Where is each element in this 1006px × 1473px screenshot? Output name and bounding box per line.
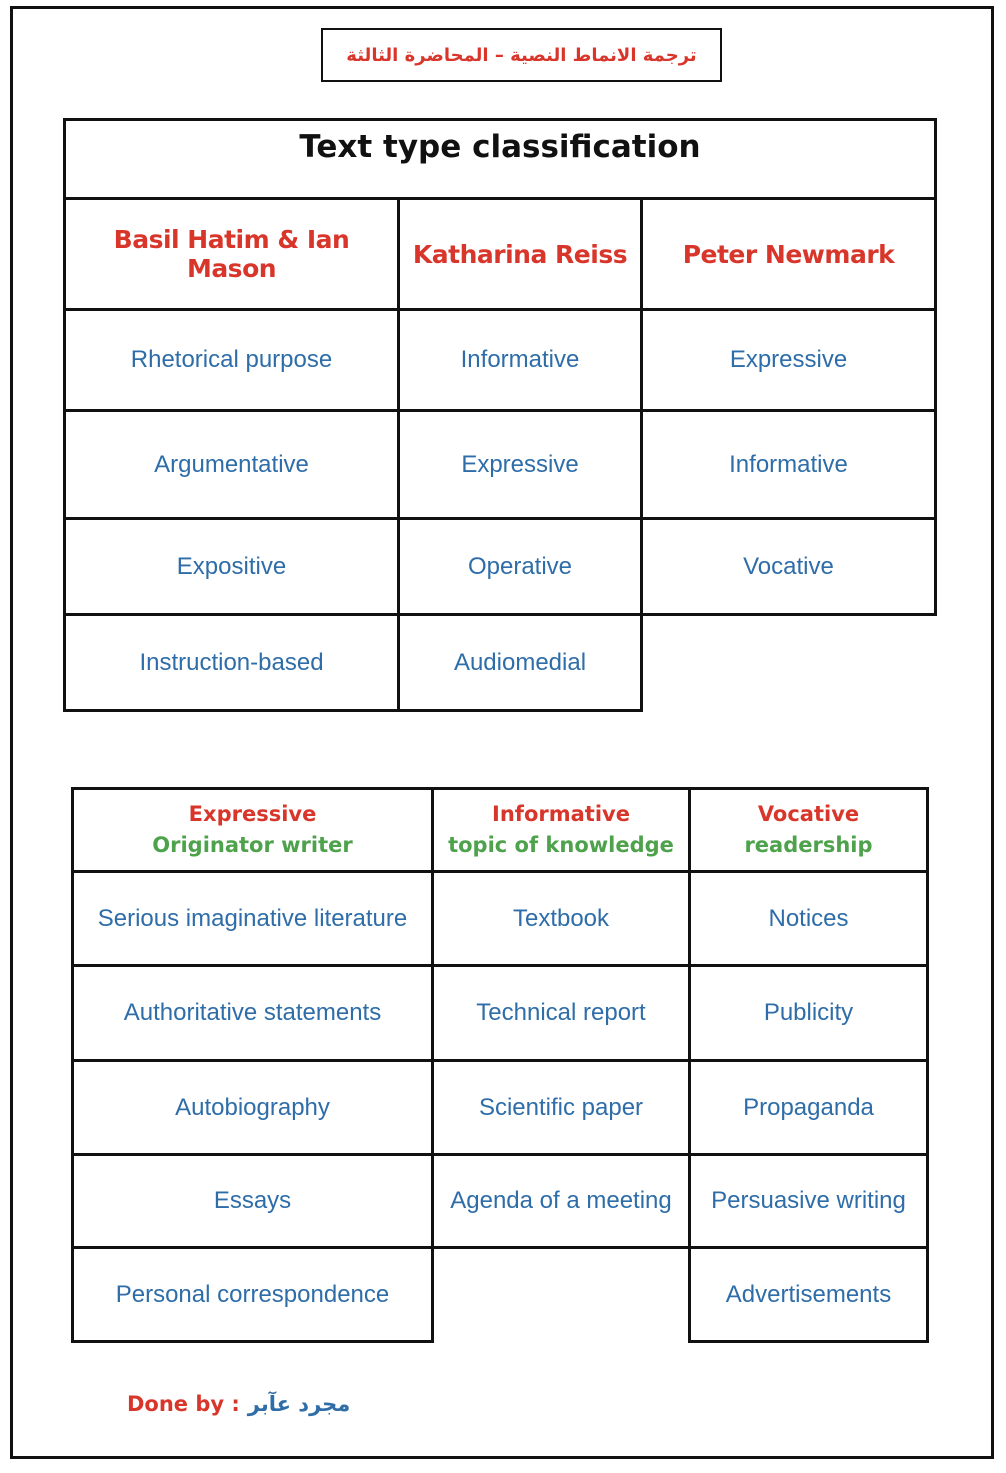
cell-text: Publicity bbox=[763, 999, 854, 1026]
cell-text: Propaganda bbox=[743, 1093, 874, 1121]
cell-text: Scientific paper bbox=[478, 1093, 644, 1121]
cell-text: Autobiography bbox=[175, 1093, 330, 1121]
table2-cell bbox=[688, 1153, 929, 1249]
header-type: Expressive bbox=[188, 802, 317, 826]
table2-cell bbox=[71, 870, 434, 967]
table2-cell bbox=[71, 964, 434, 1062]
cell-text: Essays bbox=[213, 1187, 292, 1214]
cell-text: Argumentative bbox=[154, 450, 309, 478]
cell-text: Informative bbox=[729, 450, 848, 478]
cell-text: Audiomedial bbox=[453, 648, 587, 676]
table1-cell bbox=[640, 409, 937, 520]
table1-header-hatim-mason bbox=[63, 197, 400, 311]
cell-text: Technical report bbox=[476, 999, 646, 1026]
table1-cell bbox=[397, 409, 643, 520]
table1-cell bbox=[63, 517, 400, 616]
table1-header-newmark bbox=[640, 197, 937, 311]
cell-text: Agenda of a meeting bbox=[450, 1187, 672, 1214]
table1-cell bbox=[397, 613, 643, 712]
table2-header-informative bbox=[431, 787, 691, 873]
header-label: Katharina Reiss bbox=[412, 239, 628, 269]
cell-text: Expressive bbox=[729, 346, 848, 373]
table2-cell bbox=[71, 1153, 434, 1249]
table2-cell bbox=[71, 1246, 434, 1343]
table2-cell bbox=[431, 1153, 691, 1249]
table2-cell bbox=[688, 1246, 929, 1343]
header-label: Basil Hatim & Ian Mason bbox=[113, 225, 350, 283]
cell-text: Rhetorical purpose bbox=[130, 346, 333, 373]
table1-cell bbox=[63, 613, 400, 712]
cell-text: Persuasive writing bbox=[711, 1187, 906, 1214]
table2-cell bbox=[688, 964, 929, 1062]
cell-text: Expositive bbox=[176, 552, 287, 580]
done-by-label: Done by : bbox=[127, 1392, 240, 1416]
cell-text: Operative bbox=[467, 552, 573, 580]
header-type: Informative bbox=[492, 802, 630, 826]
cell-text: Advertisements bbox=[725, 1280, 892, 1308]
lecture-title-box bbox=[321, 28, 722, 82]
header-focus: topic of knowledge bbox=[448, 833, 674, 857]
cell-text: Informative bbox=[460, 346, 580, 373]
table2-cell bbox=[688, 870, 929, 967]
table1-cell bbox=[397, 308, 643, 412]
table1-cell bbox=[397, 517, 643, 616]
cell-text: Instruction-based bbox=[139, 648, 324, 676]
cell-text: Notices bbox=[768, 904, 849, 932]
table2-cell bbox=[71, 1059, 434, 1156]
table1-cell bbox=[640, 517, 937, 616]
table1-header-reiss bbox=[397, 197, 643, 311]
cell-text: Authoritative statements bbox=[123, 999, 382, 1026]
table2-cell bbox=[431, 1059, 691, 1156]
cell-text: Personal correspondence bbox=[115, 1280, 390, 1308]
table2-cell bbox=[688, 1059, 929, 1156]
lecture-title: ترجمة الانماط النصية – المحاضرة الثالثة bbox=[346, 44, 697, 66]
table1-title: Text type classification bbox=[299, 129, 701, 165]
cell-text: Vocative bbox=[743, 552, 834, 580]
table1-cell bbox=[640, 308, 937, 412]
author-name: مجرد عآبر bbox=[247, 1392, 351, 1416]
table1-cell bbox=[63, 308, 400, 412]
cell-text: Expressive bbox=[461, 450, 579, 478]
header-focus: Originator writer bbox=[152, 833, 353, 857]
header-focus: readership bbox=[744, 833, 873, 857]
table1-cell bbox=[63, 409, 400, 520]
done-by-line bbox=[127, 1392, 350, 1416]
table1-title-cell bbox=[63, 118, 937, 200]
cell-text: Textbook bbox=[512, 904, 610, 932]
table2-header-expressive bbox=[71, 787, 434, 873]
cell-text: Serious imaginative literature bbox=[97, 904, 408, 932]
table2-cell bbox=[431, 964, 691, 1062]
table2-header-vocative bbox=[688, 787, 929, 873]
table2-cell bbox=[431, 870, 691, 967]
header-type: Vocative bbox=[757, 802, 860, 826]
header-label: Peter Newmark bbox=[682, 239, 895, 269]
